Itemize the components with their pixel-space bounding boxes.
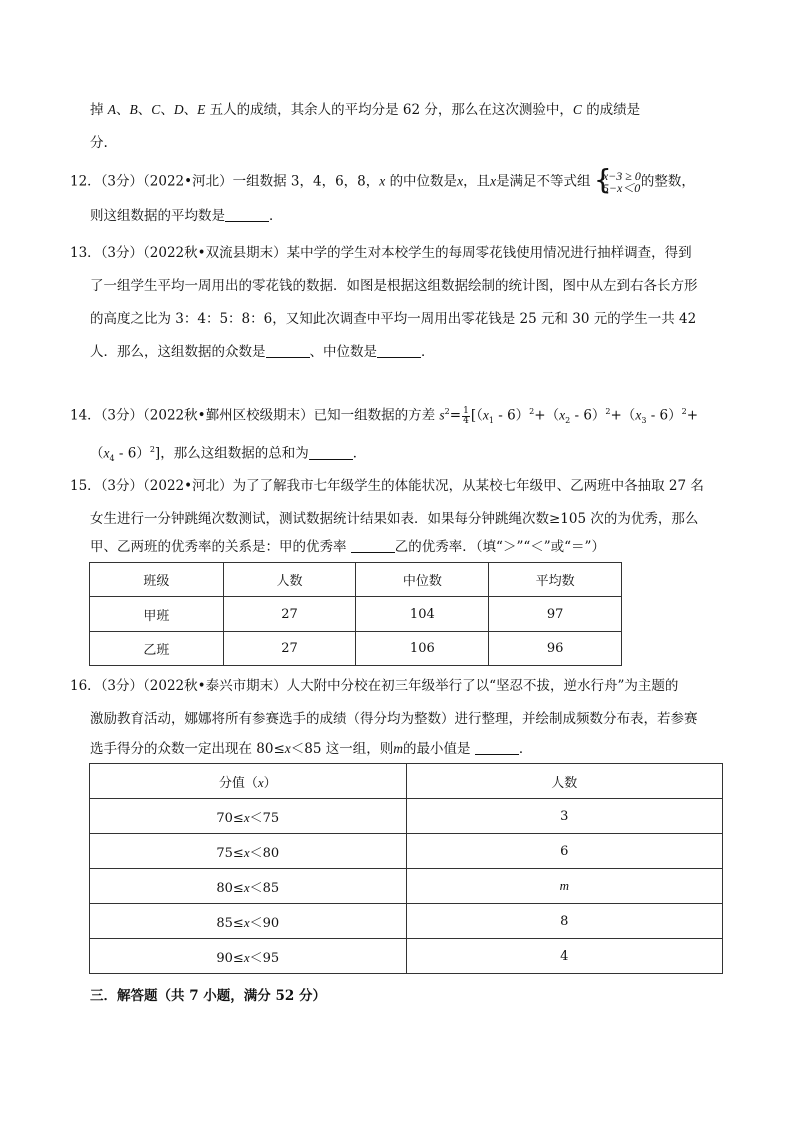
table-row: 90≤x＜95 4	[90, 939, 723, 974]
q12-line1: 12．（3分）（2022•河北）一组数据 3，4，6，8，x 的中位数是x，且x是满足不等式组 { x−3 ≥ 0 5−x＜0 的整数，	[70, 170, 695, 194]
q16-line3: 选手得分的众数一定出现在 80≤x＜85 这一组，则m的最小值是 ．	[90, 741, 533, 757]
q11-line2: 分.	[90, 135, 108, 151]
q16-table	[89, 763, 723, 974]
table-row: 75≤x＜80 6	[90, 834, 723, 869]
table-row: 85≤x＜90 8	[90, 904, 723, 939]
q16-line2: 激励教育活动，娜娜将所有参赛选手的成绩（得分均为整数）进行整理，并绘制成频数分布表，若参赛	[90, 711, 698, 727]
inequality-system: { x−3 ≥ 0 5−x＜0	[595, 170, 641, 194]
fraction-one-quarter: $\frac{1}{4}$	[463, 405, 469, 426]
table-row: 乙班 27 106 96	[90, 632, 622, 666]
q13-line2: 了一组学生平均一周用出的零花钱的数据．如图是根据这组数据绘制的统计图，图中从左到右各长方形	[90, 278, 698, 294]
q14-line2: $(x_4 - 6)^2$]，那么这组数据的总和为 ．	[90, 445, 367, 464]
answer-blank[interactable]	[351, 538, 395, 553]
answer-blank[interactable]	[475, 740, 519, 755]
table-header-row: 分值（x） 人数	[90, 764, 723, 799]
q13-line4: 人．那么，这组数据的众数是 、中位数是 ．	[90, 344, 435, 360]
answer-blank-median[interactable]	[377, 343, 421, 358]
q11-line1: 掉 A、B、C、D、E 五人的成绩，其余人的平均分是 62 分，那么在这次测验中，C 的成绩是	[90, 102, 641, 118]
q13-line1: 13．（3分）（2022秋•双流县期末）某中学的学生对本校学生的每周零花钱使用情况进行抽样调查，得到	[70, 245, 692, 261]
section-heading: 三．解答题（共 7 小题，满分 52 分）	[90, 988, 326, 1004]
table-row: 甲班 27 104 97	[90, 597, 622, 632]
answer-blank[interactable]	[309, 445, 353, 460]
answer-blank[interactable]	[225, 207, 269, 222]
table-header-row: 班级 人数 中位数 平均数	[90, 563, 622, 597]
answer-blank-mode[interactable]	[266, 343, 310, 358]
q15-table	[89, 562, 622, 666]
table-row: 70≤x＜75 3	[90, 799, 723, 834]
q12-line2: 则这组数据的平均数是 ．	[90, 208, 283, 224]
table-row: 80≤x＜85 m	[90, 869, 723, 904]
q15-line2: 女生进行一分钟跳绳次数测试，测试数据统计结果如表．如果每分钟跳绳次数≥105 次的为优秀，那么	[90, 511, 699, 527]
q15-line3: 甲、乙两班的优秀率的关系是：甲的优秀率 乙的优秀率．（填“＞”“＜”或“＝”）	[90, 539, 605, 555]
q13-line3: 的高度之比为 3：4：5：8：6，又知此次调查中平均一周用出零花钱是 25 元和 30 元的学生一共 42	[90, 311, 697, 327]
q16-line1: 16．（3分）（2022秋•泰兴市期末）人大附中分校在初三年级举行了以“坚忍不拔，逆水行舟”为主题的	[70, 678, 679, 694]
q14-line1: 14．（3分）（2022秋•鄞州区校级期末）已知一组数据的方差 $s^2=$ $\frac{1}{4}$ [$(x_1 - 6)^2+(x_2 - 6)^2+(x_3 - 6)^2+$	[70, 405, 699, 426]
q15-line1: 15．（3分）（2022•河北）为了了解我市七年级学生的体能状况，从某校七年级甲、乙两班中各抽取 27 名	[70, 478, 704, 494]
